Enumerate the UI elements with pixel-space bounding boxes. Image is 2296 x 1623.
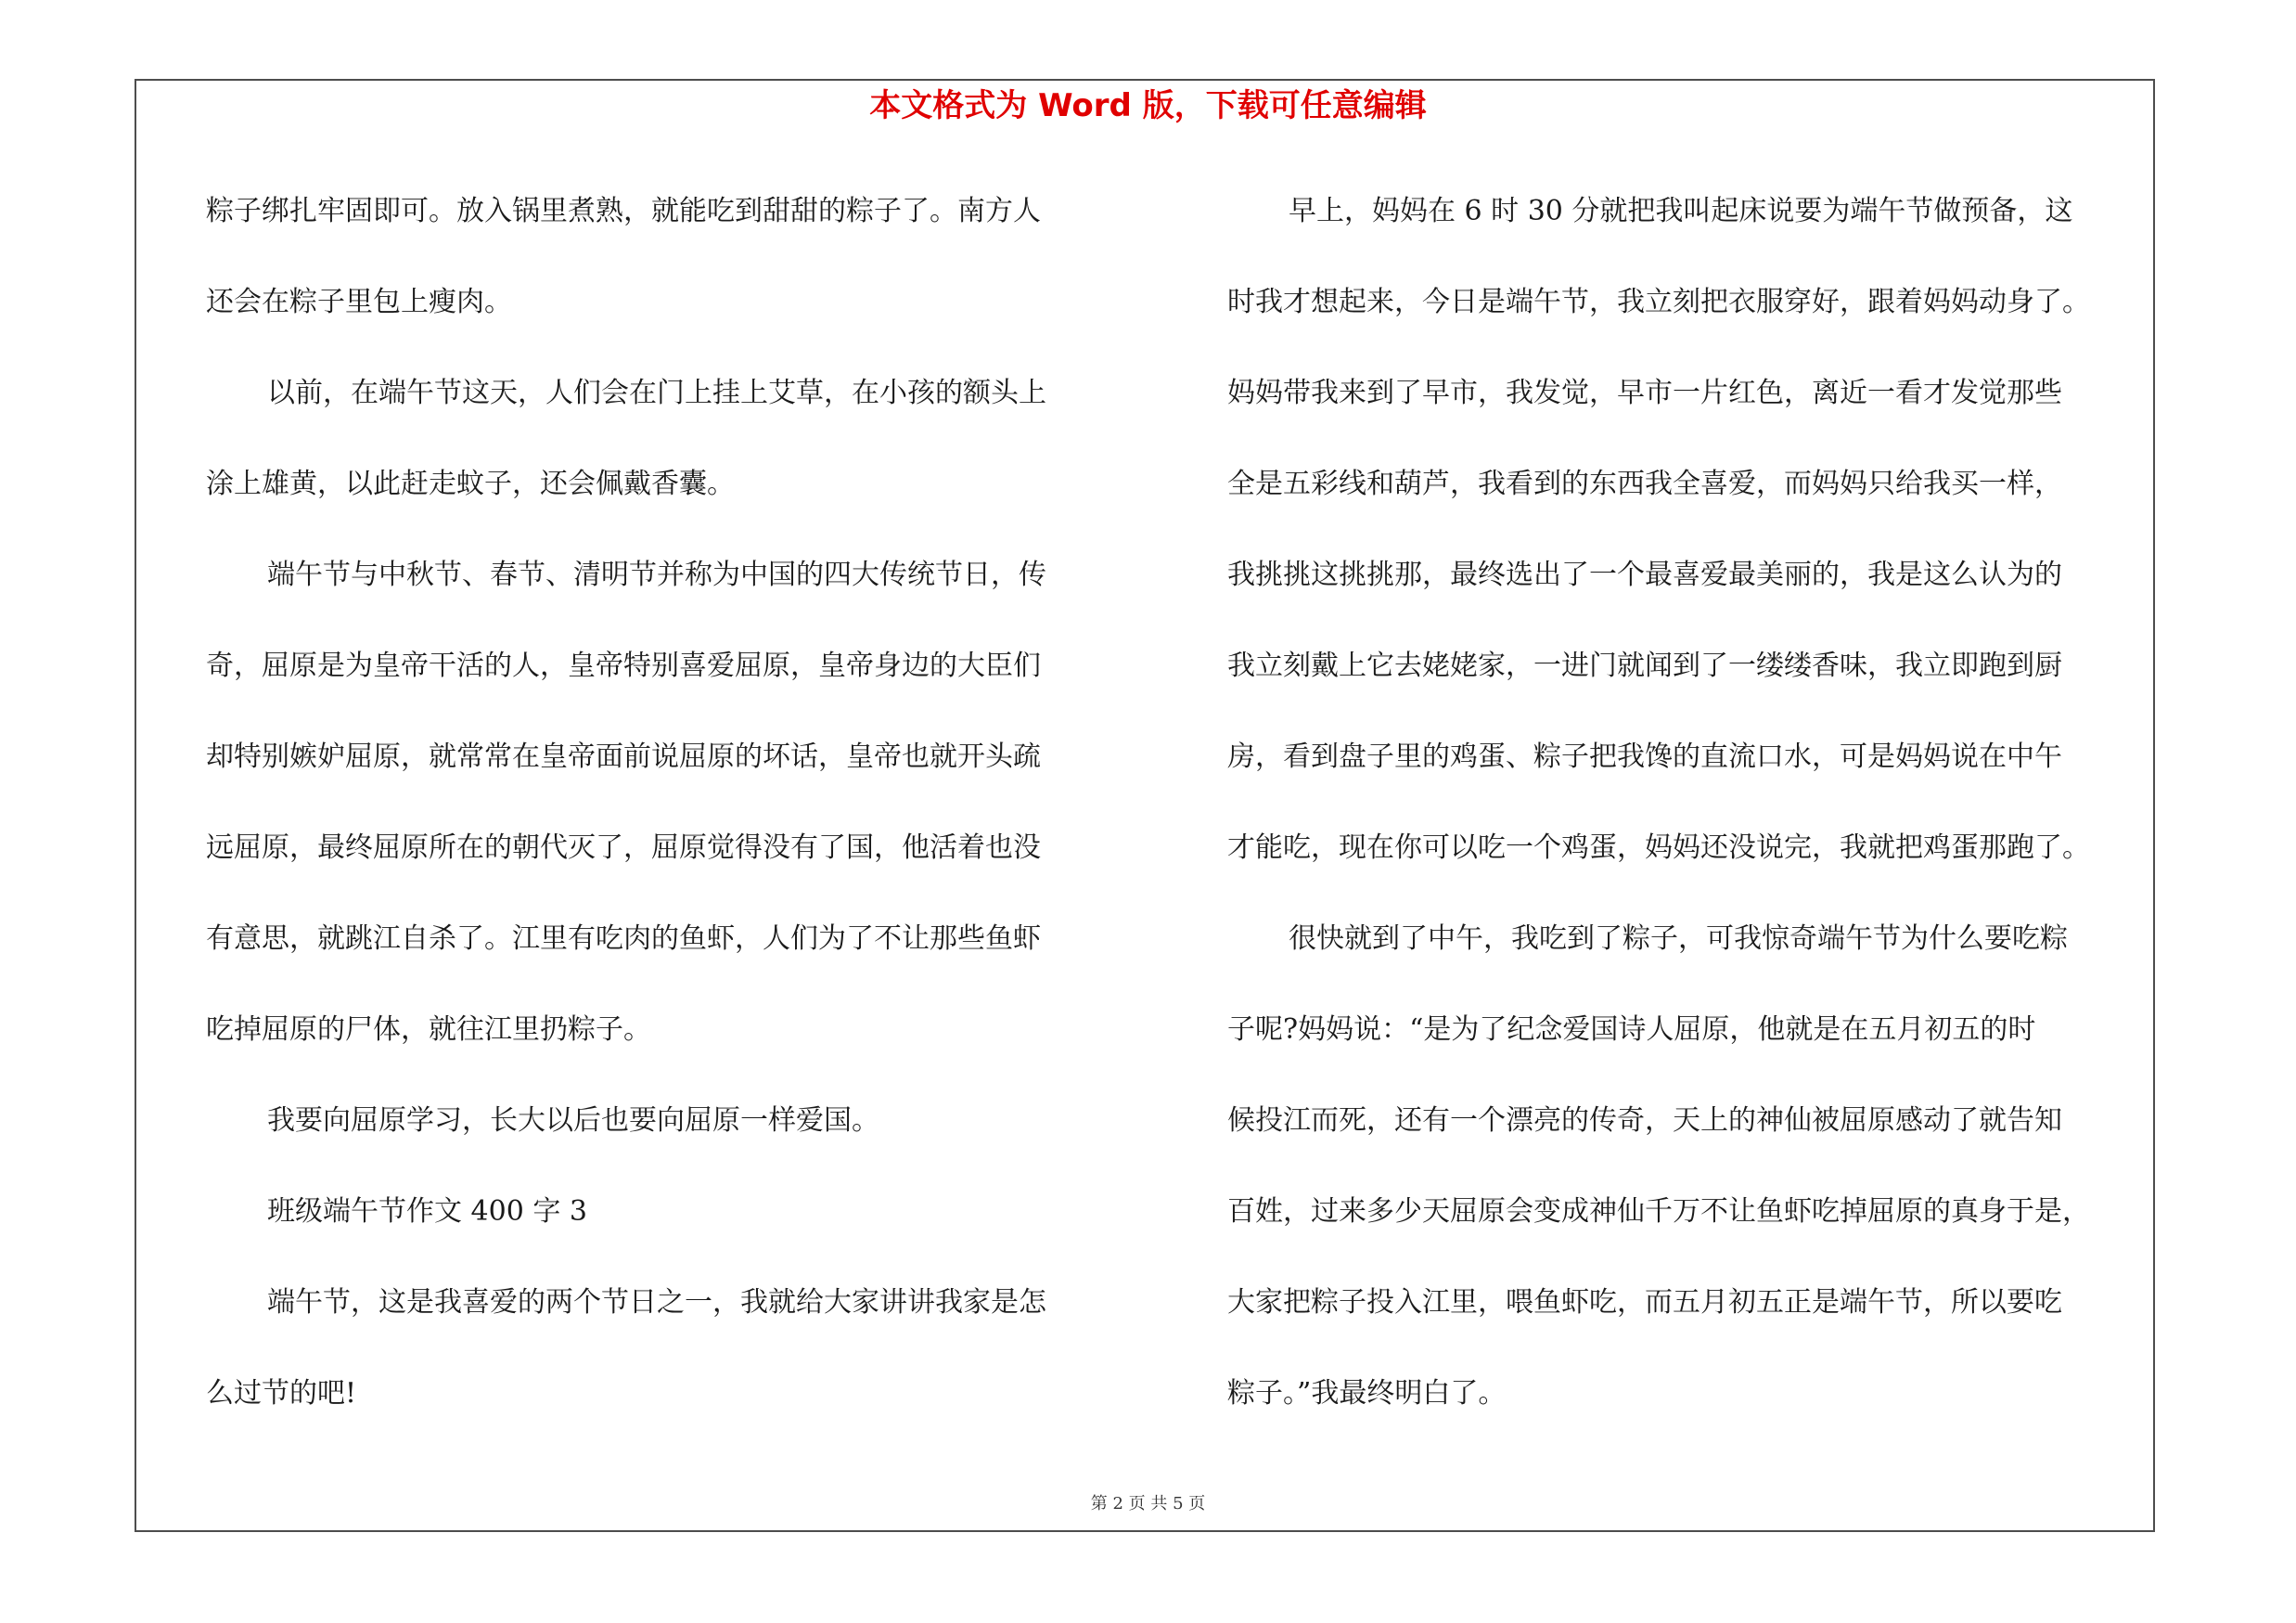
text-line: 时我才想起来，今日是端午节，我立刻把衣服穿好，跟着妈妈动身了。 <box>1227 286 2090 318</box>
text-line: 房，看到盘子里的鸡蛋、粽子把我馋的直流口水，可是妈妈说在中午 <box>1227 741 2062 773</box>
text-line: 奇，屈原是为皇帝干活的人，皇帝特别喜爱屈原，皇帝身边的大臣们 <box>206 650 1041 682</box>
text-line: 很快就到了中午，我吃到了粽子，可我惊奇端午节为什么要吃粽 <box>1289 922 2068 955</box>
text-line: 粽子。”我最终明白了。 <box>1227 1377 1507 1410</box>
right-column <box>1227 184 2146 1457</box>
text-line: 粽子绑扎牢固即可。放入锅里煮熟，就能吃到甜甜的粽子了。南方人 <box>206 195 1041 227</box>
text-line: 我要向屈原学习，长大以后也要向屈原一样爱国。 <box>267 1104 879 1137</box>
text-line: 涂上雄黄，以此赶走蚊子，还会佩戴香囊。 <box>206 468 735 500</box>
text-line: 有意思，就跳江自杀了。江里有吃肉的鱼虾，人们为了不让那些鱼虾 <box>206 922 1041 955</box>
text-line: 妈妈带我来到了早市，我发觉，早市一片红色，离近一看才发觉那些 <box>1227 377 2062 409</box>
text-line: 百姓，过来多少天屈原会变成神仙千万不让鱼虾吃掉屈原的真身于是， <box>1227 1195 2090 1228</box>
left-column <box>206 184 1124 1457</box>
text-line: 候投江而死，还有一个漂亮的传奇，天上的神仙被屈原感动了就告知 <box>1227 1104 2062 1137</box>
text-line: 吃掉屈原的尸体，就往江里扔粽子。 <box>206 1013 651 1046</box>
text-line: 大家把粽子投入江里，喂鱼虾吃，而五月初五正是端午节，所以要吃 <box>1227 1286 2062 1319</box>
text-line: 我立刻戴上它去姥姥家，一进门就闻到了一缕缕香味，我立即跑到厨 <box>1227 650 2062 682</box>
text-line: 还会在粽子里包上瘦肉。 <box>206 286 512 318</box>
text-line: 么过节的吧! <box>206 1377 357 1410</box>
text-line: 班级端午节作文 400 字 3 <box>267 1195 587 1228</box>
text-line: 端午节，这是我喜爱的两个节日之一，我就给大家讲讲我家是怎 <box>267 1286 1046 1319</box>
format-banner: 本文格式为 Word 版，下载可任意编辑 <box>869 87 1427 124</box>
text-line: 早上，妈妈在 6 时 30 分就把我叫起床说要为端午节做预备，这 <box>1289 195 2073 227</box>
text-line: 全是五彩线和葫芦，我看到的东西我全喜爱，而妈妈只给我买一样， <box>1227 468 2062 500</box>
text-line: 子呢?妈妈说：“是为了纪念爱国诗人屈原，他就是在五月初五的时 <box>1227 1013 2036 1046</box>
text-line: 以前，在端午节这天，人们会在门上挂上艾草，在小孩的额头上 <box>267 377 1046 409</box>
text-line: 才能吃，现在你可以吃一个鸡蛋，妈妈还没说完，我就把鸡蛋那跑了。 <box>1227 831 2090 864</box>
text-line: 远屈原，最终屈原所在的朝代灭了，屈原觉得没有了国，他活着也没 <box>206 831 1041 864</box>
text-line: 端午节与中秋节、春节、清明节并称为中国的四大传统节日，传 <box>267 559 1046 591</box>
page-number-footer: 第 2 页 共 5 页 <box>1090 1494 1206 1514</box>
text-line: 却特别嫉妒屈原，就常常在皇帝面前说屈原的坏话，皇帝也就开头疏 <box>206 741 1041 773</box>
text-line: 我挑挑这挑挑那，最终选出了一个最喜爱最美丽的，我是这么认为的 <box>1227 559 2062 591</box>
